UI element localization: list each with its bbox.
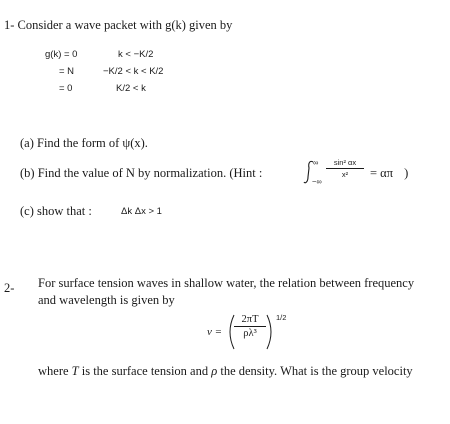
hint-fraction xyxy=(326,158,364,179)
integral-upper-limit: ∞ xyxy=(313,158,319,167)
part-c-label: (c) show that : xyxy=(20,204,92,218)
case-3-condition: K/2 < k xyxy=(116,83,146,94)
case-1-condition: k < −K/2 xyxy=(118,49,154,60)
problem-1-intro: Consider a wave packet with g(k) given by xyxy=(17,18,233,32)
equation-exponent: 1/2 xyxy=(276,313,287,322)
equation-denominator: ρλ³ xyxy=(243,328,257,339)
symbol-rho: ρ xyxy=(211,364,218,378)
equation-fraction xyxy=(234,314,266,339)
case-2-condition: −K/2 < k < K/2 xyxy=(103,66,164,77)
problem-2-number: 2- xyxy=(4,281,15,295)
hint-denominator: x² xyxy=(341,170,349,179)
problem-2-line-1: For surface tension waves in shallow water, the relation between frequency xyxy=(38,276,415,290)
equation-numerator: 2πT xyxy=(241,314,259,325)
case-1-lhs: g(k) = 0 xyxy=(45,49,78,60)
hint-numerator: sin² αx xyxy=(333,158,357,167)
integral-lower-limit: −∞ xyxy=(312,177,322,186)
fraction-bar xyxy=(326,168,364,169)
problem-1 xyxy=(4,18,232,33)
right-paren-icon xyxy=(265,314,275,350)
case-3-lhs: = 0 xyxy=(59,83,73,94)
part-a: (a) Find the form of ψ(x). xyxy=(20,136,148,150)
hint-close-paren: ) xyxy=(404,166,409,180)
equation-lhs: ν = xyxy=(207,326,223,338)
problem-2-line-2: and wavelength is given by xyxy=(38,293,175,307)
hint-rhs: = απ ) xyxy=(370,166,409,180)
part-c-expression: Δk Δx > 1 xyxy=(121,206,162,217)
symbol-T: T xyxy=(71,364,79,378)
case-2-lhs: = N xyxy=(59,66,75,77)
equation-fraction-bar xyxy=(234,326,266,327)
problem-1-number: 1- xyxy=(4,18,15,32)
part-b-text: (b) Find the value of N by normalization. (Hint : xyxy=(20,166,263,180)
part-b xyxy=(20,166,262,181)
problem-2-line-3: where T is the surface tension and ρ the density. What is the group velocity xyxy=(38,364,413,378)
